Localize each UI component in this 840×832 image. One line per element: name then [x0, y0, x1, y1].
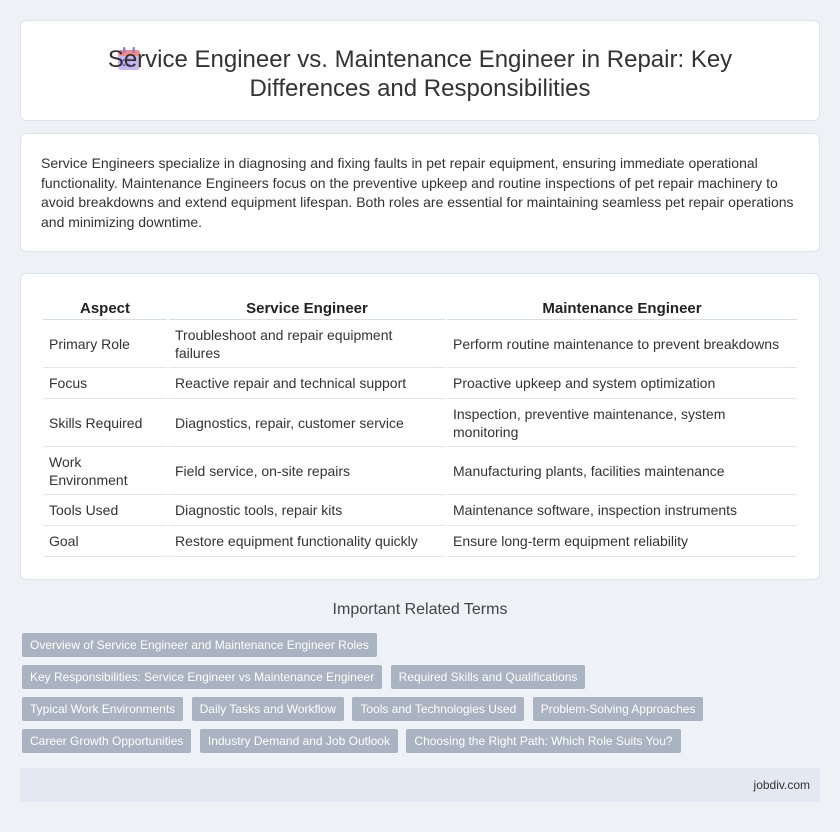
table-cell-maintenance: Ensure long-term equipment reliability [447, 526, 797, 557]
table-cell-aspect: Tools Used [43, 495, 167, 526]
related-term-tag[interactable]: Industry Demand and Job Outlook [200, 729, 398, 753]
intro-card [20, 133, 820, 252]
table-cell-maintenance: Inspection, preventive maintenance, system monitoring [447, 399, 797, 447]
related-terms-list [22, 633, 742, 761]
footer [20, 768, 820, 802]
table-header-row [43, 296, 797, 320]
related-term-tag[interactable]: Overview of Service Engineer and Maintenance Engineer Roles [22, 633, 377, 657]
table-cell-aspect: Skills Required [43, 399, 167, 447]
comparison-table [41, 296, 799, 557]
header-card [20, 20, 820, 121]
column-header-service-engineer: Service Engineer [169, 296, 445, 320]
table-cell-service: Diagnostics, repair, customer service [169, 399, 445, 447]
column-header-maintenance-engineer: Maintenance Engineer [447, 296, 797, 320]
related-term-tag[interactable]: Choosing the Right Path: Which Role Suits You? [406, 729, 680, 753]
table-cell-maintenance: Perform routine maintenance to prevent breakdowns [447, 320, 797, 368]
related-term-tag[interactable]: Key Responsibilities: Service Engineer vs Maintenance Engineer [22, 665, 382, 689]
table-cell-service: Reactive repair and technical support [169, 368, 445, 399]
column-header-aspect: Aspect [43, 296, 167, 320]
comparison-card [20, 273, 820, 580]
page-title: Service Engineer vs. Maintenance Engineer in Repair: Key Differences and Responsibilities [107, 46, 733, 102]
table-cell-aspect: Primary Role [43, 320, 167, 368]
related-term-tag[interactable]: Typical Work Environments [22, 697, 183, 721]
related-term-tag[interactable]: Required Skills and Qualifications [391, 665, 586, 689]
table-row [43, 368, 797, 399]
table-row [43, 495, 797, 526]
table-cell-service: Diagnostic tools, repair kits [169, 495, 445, 526]
table-cell-maintenance: Maintenance software, inspection instruments [447, 495, 797, 526]
related-term-tag[interactable]: Problem-Solving Approaches [533, 697, 704, 721]
table-row [43, 399, 797, 447]
table-cell-aspect: Goal [43, 526, 167, 557]
related-term-tag[interactable]: Career Growth Opportunities [22, 729, 191, 753]
related-term-tag[interactable]: Daily Tasks and Workflow [192, 697, 344, 721]
table-row [43, 320, 797, 368]
intro-paragraph: Service Engineers specialize in diagnosing and fixing faults in pet repair equipment, ensuring immediate operational functionality. Maintenance Engineers focus on the preventive upkeep and routine inspections of pet repair machinery to avoid breakdowns and extend equipment lifespan. Both roles are essential for maintaining seamless pet repair operations and minimizing downtime. [41, 155, 794, 230]
table-cell-service: Troubleshoot and repair equipment failures [169, 320, 445, 368]
table-row [43, 526, 797, 557]
table-cell-aspect: Work Environment [43, 447, 167, 495]
table-row [43, 447, 797, 495]
table-cell-maintenance: Manufacturing plants, facilities maintenance [447, 447, 797, 495]
table-cell-service: Field service, on-site repairs [169, 447, 445, 495]
related-terms-title: Important Related Terms [332, 601, 508, 618]
footer-site-link[interactable]: jobdiv.com [753, 778, 810, 792]
table-cell-aspect: Focus [43, 368, 167, 399]
related-term-tag[interactable]: Tools and Technologies Used [352, 697, 524, 721]
table-cell-service: Restore equipment functionality quickly [169, 526, 445, 557]
table-cell-maintenance: Proactive upkeep and system optimization [447, 368, 797, 399]
